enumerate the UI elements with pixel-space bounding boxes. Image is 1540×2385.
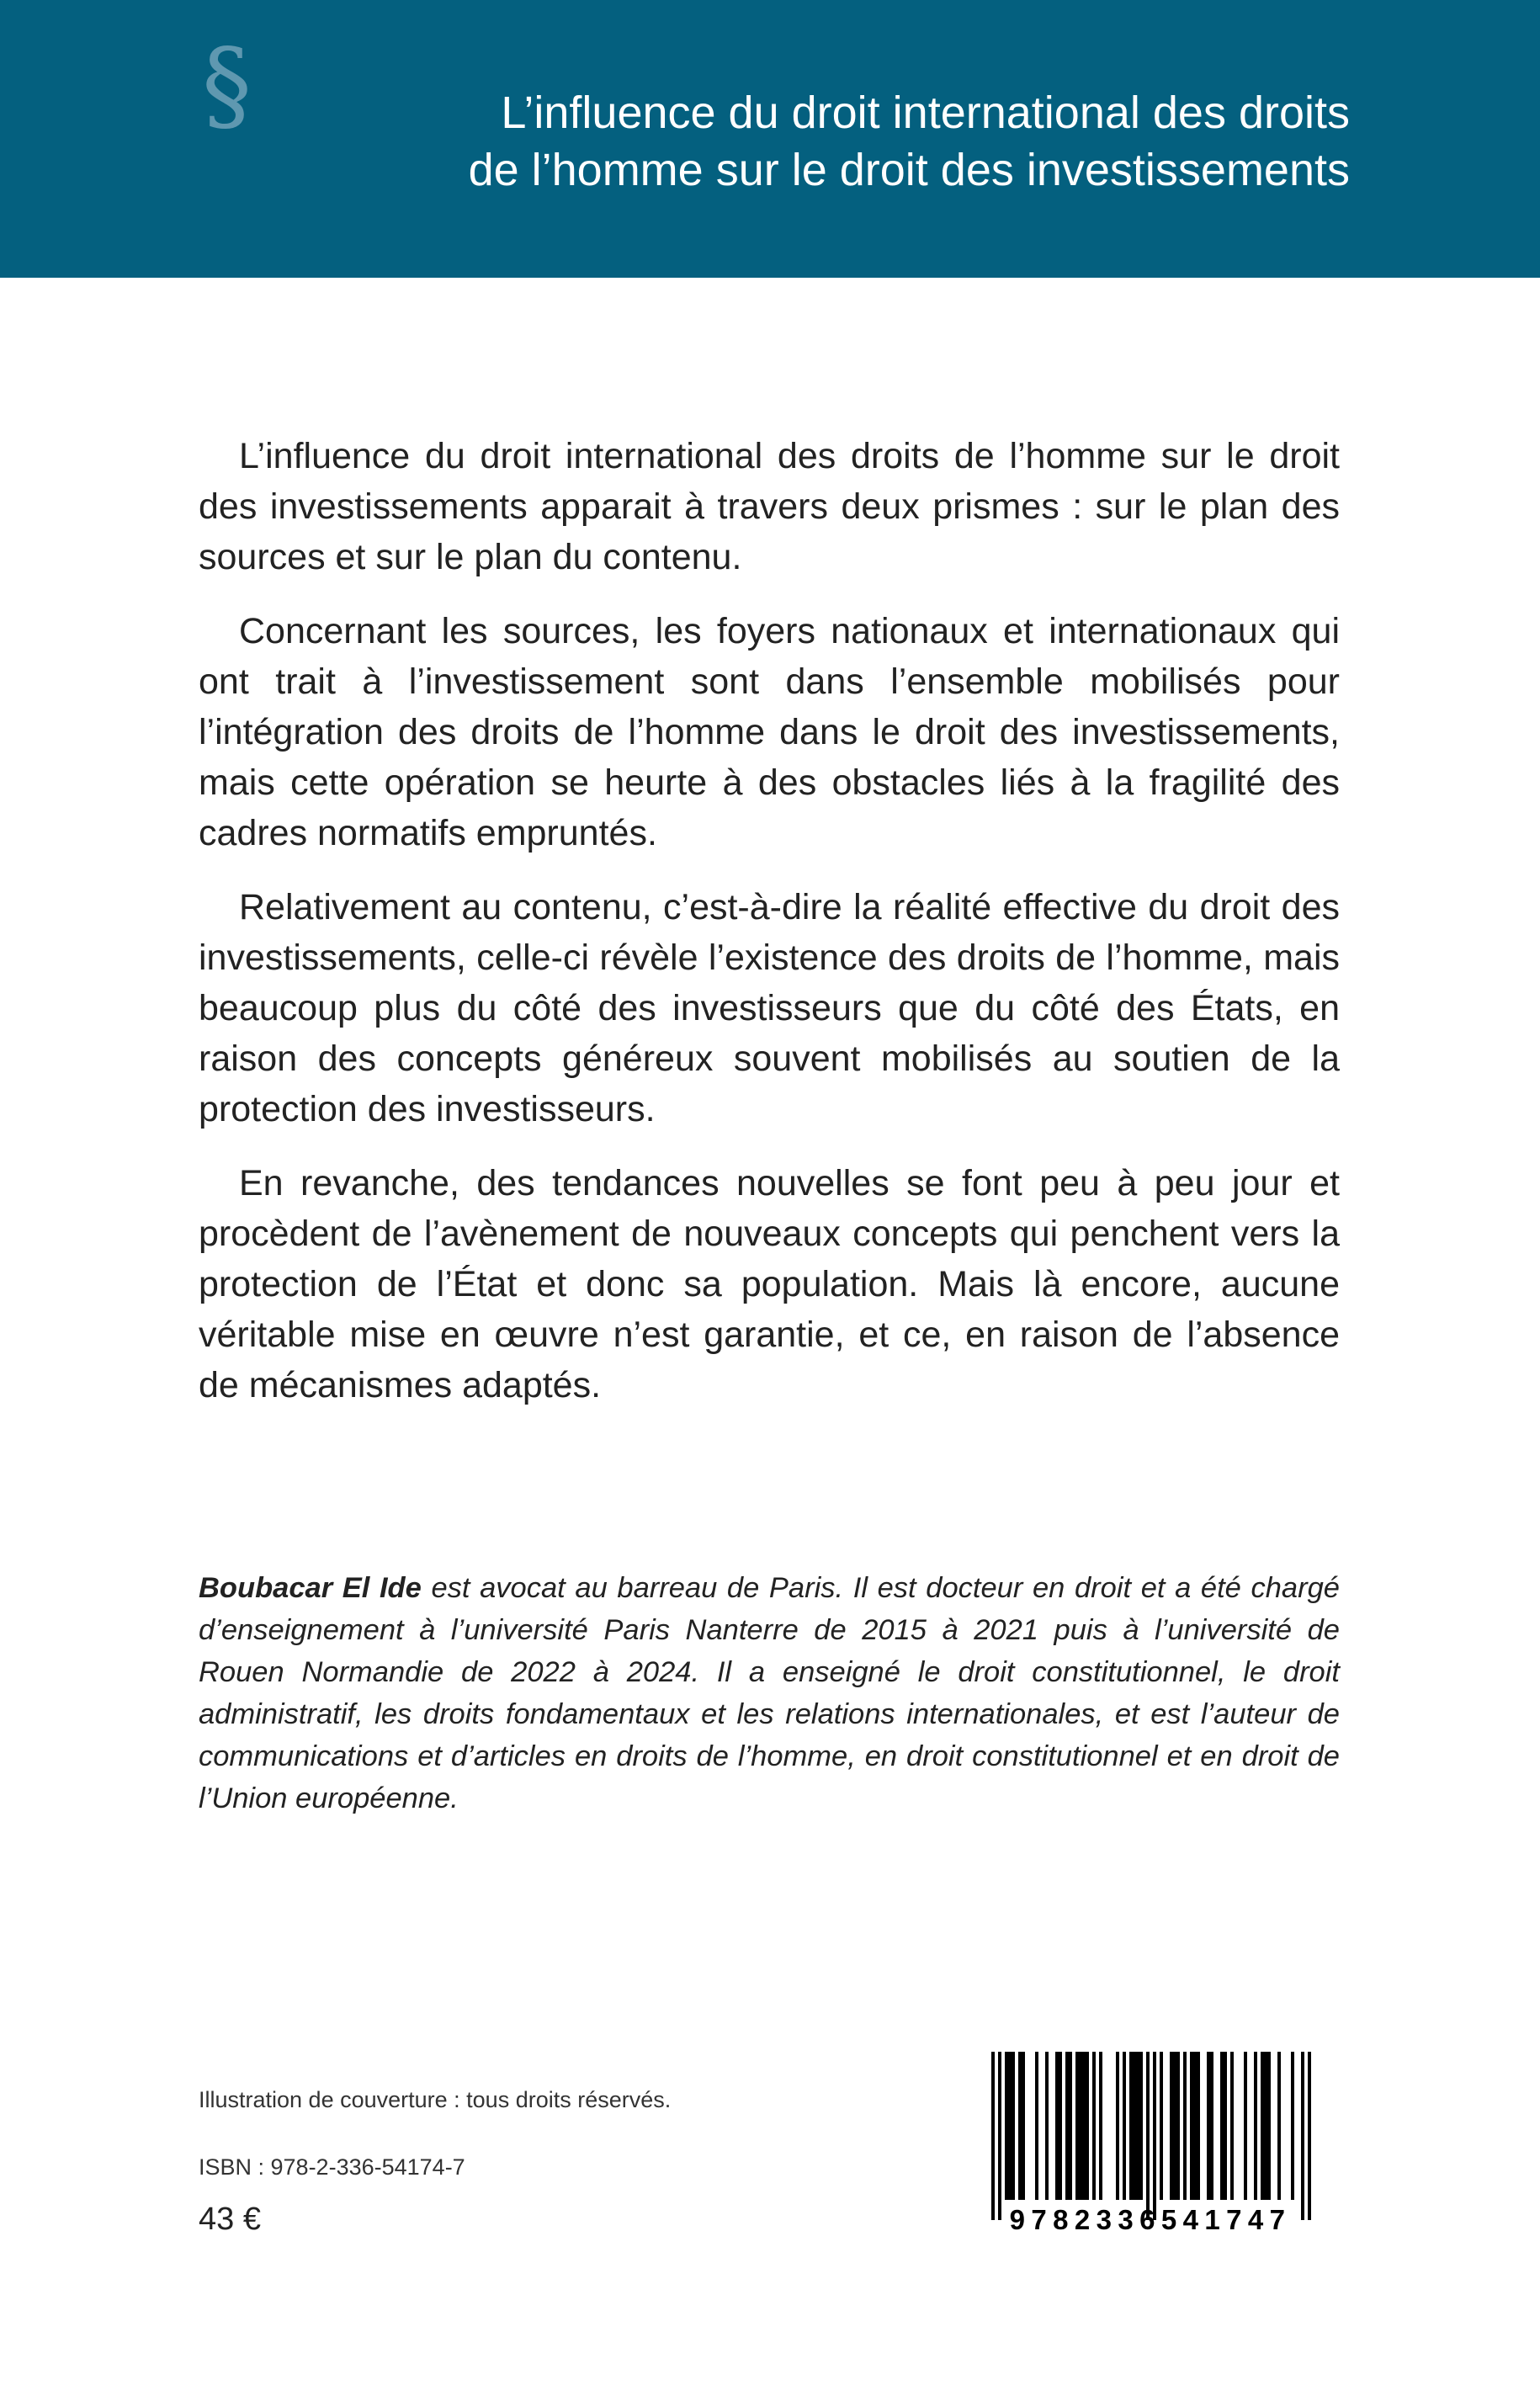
barcode-bar xyxy=(1012,2052,1015,2200)
book-title-line-2: de l’homme sur le droit des investissements xyxy=(468,145,1350,195)
barcode-bar xyxy=(1005,2052,1008,2200)
barcode-bar xyxy=(1129,2052,1133,2200)
barcode-bar xyxy=(1176,2052,1180,2200)
barcode-bar xyxy=(1183,2052,1187,2200)
barcode-bar xyxy=(1123,2052,1126,2200)
barcode-bar xyxy=(1136,2052,1139,2200)
barcode-bar xyxy=(1059,2052,1062,2200)
barcode-bar xyxy=(1146,2052,1150,2220)
book-title xyxy=(256,84,1350,199)
barcode-bar xyxy=(991,2052,995,2220)
barcode-bar xyxy=(1301,2052,1304,2220)
barcode-bar xyxy=(1065,2052,1069,2200)
barcode-bar xyxy=(1291,2052,1294,2200)
summary-paragraph: Relativement au contenu, c’est-à-dire la réalité effective du droit des investissements, celle-ci révèle l’existence des droits de l’homme, mais beaucoup plus du côté des investisseurs que du côté des États, en raison des concepts généreux souvent mobilisés au soutien de la protection des investisseurs. xyxy=(199,887,1340,1129)
barcode-bar xyxy=(1308,2052,1311,2220)
barcode-bar xyxy=(1045,2052,1049,2200)
barcode-bar xyxy=(1230,2052,1234,2200)
barcode-bar xyxy=(1210,2052,1213,2200)
section-symbol-icon: § xyxy=(202,27,252,143)
barcode-bar xyxy=(1261,2052,1264,2200)
barcode-bar xyxy=(1008,2052,1012,2200)
summary-paragraph: L’influence du droit international des droits de l’homme sur le droit des investissements apparait à travers deux prismes : sur le plan des sources et sur le plan du contenu. xyxy=(199,436,1340,577)
author-bio-text: est avocat au barreau de Paris. Il est docteur en droit et a été chargé d’enseignement à l’université Paris Nanterre de 2015 à 2021 puis à l’université de Rouen Normandie de 2022 à 2024. Il a enseigné le droit constitutionnel, le droit administratif, les droits fondamentaux et les relations internationales, et est l’auteur de communications et d’articles en droits de l’homme, en droit constitutionnel et en droit de l’Union européenne. xyxy=(199,1572,1340,1814)
barcode-bar xyxy=(1197,2052,1200,2200)
barcode-bar xyxy=(1160,2052,1163,2200)
summary-paragraph: Concernant les sources, les foyers nationaux et internationaux qui ont trait à l’investissement sont dans l’ensemble mobilisés pour l’intégration des droits de l’homme dans le droit des investissements, mais cette opération se heurte à des obstacles liés à la fragilité des cadres normatifs empruntés. xyxy=(199,611,1340,853)
cover-header-band xyxy=(0,0,1540,278)
barcode-bar xyxy=(1267,2052,1271,2200)
barcode-bar xyxy=(1099,2052,1102,2200)
barcode-bar xyxy=(1082,2052,1086,2200)
barcode-bar xyxy=(1264,2052,1267,2200)
barcode-bar xyxy=(1133,2052,1136,2200)
book-title-line-1: L’influence du droit international des droits xyxy=(501,88,1350,138)
barcode-bar xyxy=(1022,2052,1025,2200)
barcode-bar xyxy=(1035,2052,1038,2200)
barcode-bar xyxy=(1224,2052,1227,2200)
barcode-bar xyxy=(1092,2052,1096,2200)
barcode-bar xyxy=(1116,2052,1119,2200)
barcode-bar xyxy=(1190,2052,1193,2200)
isbn: ISBN : 978-2-336-54174-7 xyxy=(199,2154,465,2180)
barcode-bar xyxy=(1244,2052,1247,2200)
barcode-bar xyxy=(1153,2052,1156,2220)
author-bio xyxy=(199,1567,1340,1819)
barcode-bar xyxy=(1220,2052,1224,2200)
barcode-digits: 9782336541747 xyxy=(1009,2204,1292,2235)
barcode-bar xyxy=(1055,2052,1059,2200)
barcode-bar xyxy=(1139,2052,1143,2200)
barcode xyxy=(961,2045,1340,2239)
barcode-bar xyxy=(1069,2052,1072,2200)
barcode-bar xyxy=(1277,2052,1281,2200)
barcode-bar xyxy=(998,2052,1001,2220)
author-name: Boubacar El Ide xyxy=(199,1572,422,1604)
barcode-bar xyxy=(1075,2052,1079,2200)
barcode-bar xyxy=(1173,2052,1176,2200)
illustration-credit: Illustration de couverture : tous droits réservés. xyxy=(199,2087,672,2112)
summary-paragraph: En revanche, des tendances nouvelles se font peu à peu jour et procèdent de l’avènement de nouveaux concepts qui penchent vers la protection de l’État et donc sa population. Mais là encore, aucune véritable mise en œuvre n’est garantie, et ce, en raison de l’absence de mécanismes adaptés. xyxy=(199,1163,1340,1405)
book-summary xyxy=(199,431,1340,1434)
price: 43 € xyxy=(199,2202,261,2237)
barcode-bar xyxy=(1170,2052,1173,2200)
barcode-bar xyxy=(1193,2052,1197,2200)
barcode-bar xyxy=(1254,2052,1257,2200)
barcode-bar xyxy=(1207,2052,1210,2200)
barcode-bar xyxy=(1086,2052,1089,2200)
barcode-bar xyxy=(1018,2052,1022,2200)
barcode-bar xyxy=(1079,2052,1082,2200)
